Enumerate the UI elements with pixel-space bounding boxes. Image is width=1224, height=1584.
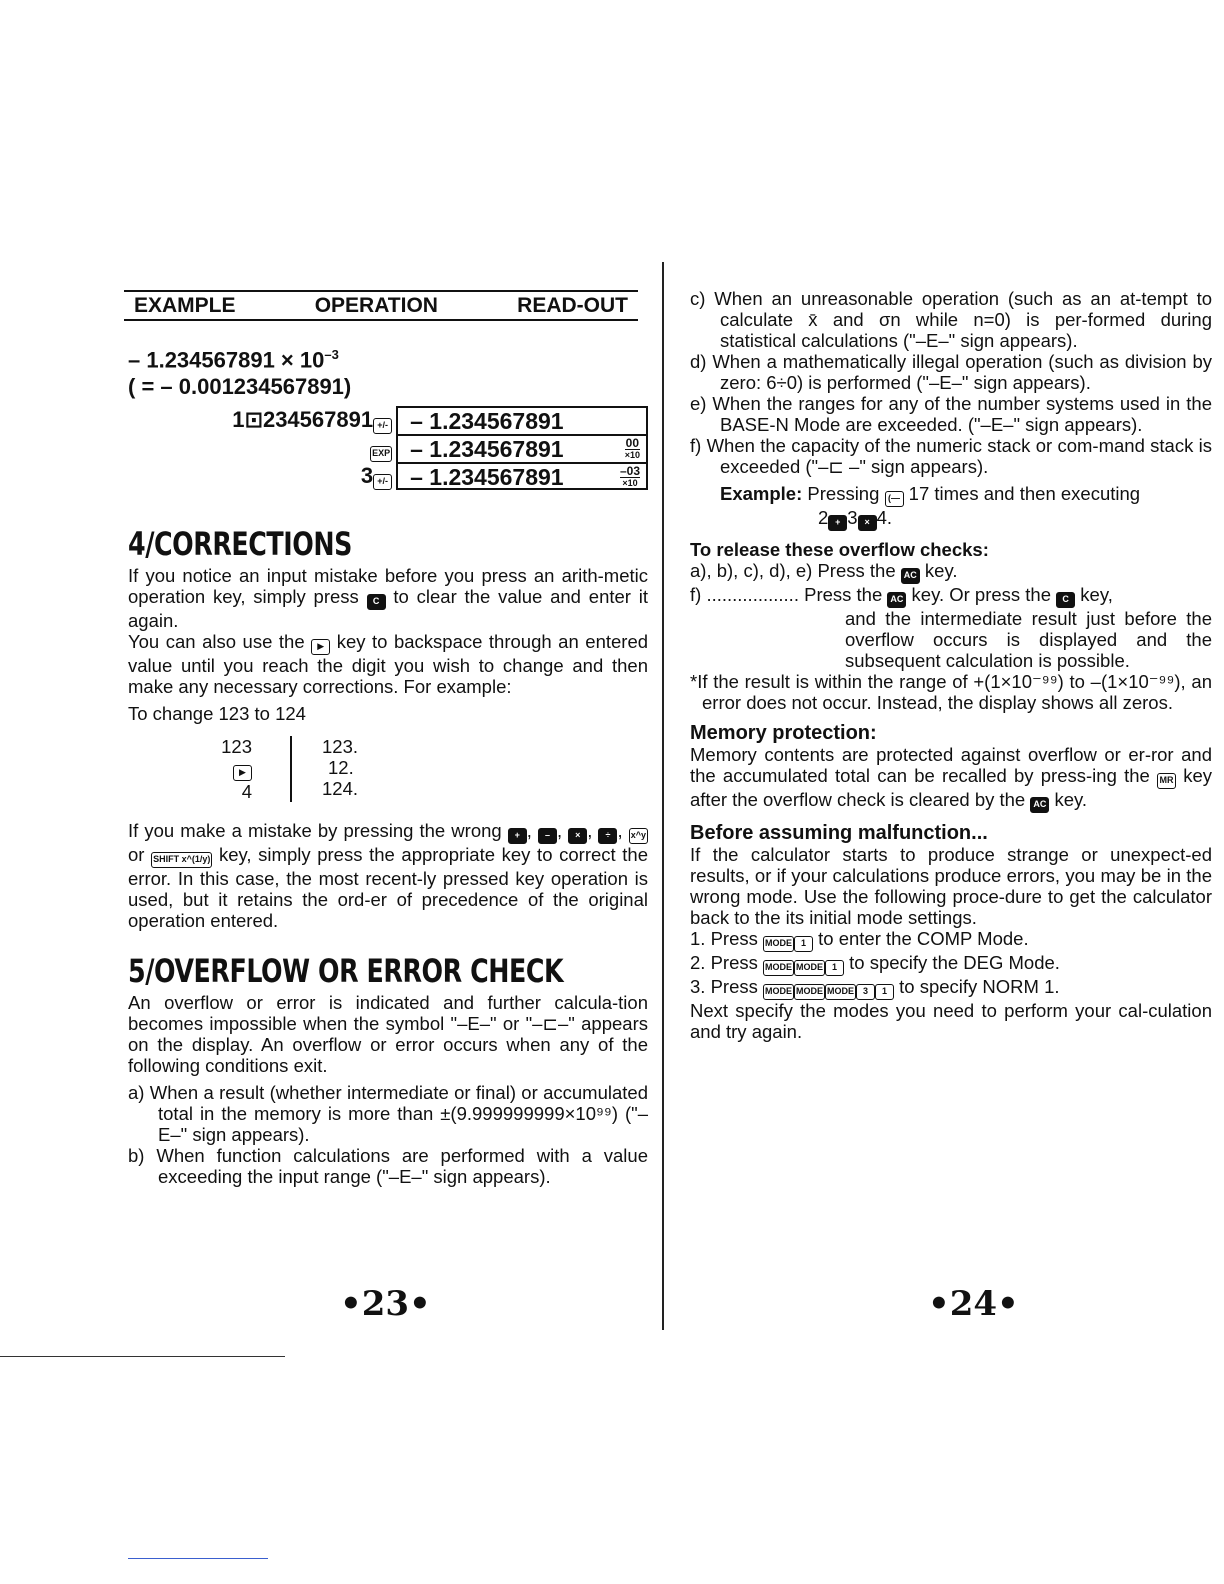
header-readout: READ-OUT [517,294,628,317]
right-page [690,288,1212,1042]
scan-edge-line [128,1558,268,1559]
shift-root-key-icon: SHIFT x^(1/y) [151,852,212,868]
overflow-condition-a: a) When a result (whether intermediate or final) or accumulated total in the memory is more than ±(9.999999999×10⁹⁹) ("–E–" sign appears). [128,1082,648,1146]
mode-key-icon: MODE [763,984,794,1000]
range-note: *If the result is within the range of +(1×10⁻⁹⁹) to –(1×10⁻⁹⁹), an error does not occur. Instead, the display shows all zeros. [690,671,1212,713]
page-number-left: •23• [340,1284,431,1324]
overflow-condition-e: e) When the ranges for any of the number systems used in the BASE-N Mode are exceeded. ("–E–" sign appears). [690,393,1212,435]
correction-example [200,736,648,802]
mode-key-icon: MODE [794,960,825,976]
digit-key-icon: 3 [856,984,875,1000]
power-key-icon: x^y [629,828,648,844]
example-rows [178,406,648,490]
release-f: f) .................. Press the AC key. Or press the C key, [690,584,1212,608]
page-number-right: •24• [928,1284,1019,1324]
overflow-example: Example: Pressing (— 17 times and then executing 2 + 3 × 4. [690,483,1212,531]
plus-key-icon: + [508,828,527,844]
operation-cell [178,434,396,462]
overflow-intro: An overflow or error is indicated and further calcula-tion becomes impossible when the symbol "–E–" or "–⊏–" appears on the display. An overflow or error occurs when any of the following conditions exit. [128,992,648,1077]
example-row [178,434,648,462]
readout-cell: – 1.234567891 –03 ×10 [396,462,648,490]
malfunction-step-1: 1. Press MODE 1 to enter the COMP Mode. [690,928,1212,952]
exp-key-icon: EXP [370,446,392,462]
release-heading: To release these overflow checks: [690,539,989,560]
backspace-key-icon: ▶ [233,765,252,781]
release-f-detail: and the intermediate result just before the overflow occurs is displayed and the subsequent calculation is possible. [845,608,1212,671]
plus-key-icon: + [828,515,847,531]
overflow-condition-d: d) When a mathematically illegal operation (such as division by zero: 6÷0) is performed ("–E–" sign appears). [690,351,1212,393]
corrections-heading: 4/CORRECTIONS [128,525,352,564]
memory-recall-key-icon: MR [1157,773,1176,789]
readout-cell: – 1.234567891 00 ×10 [396,434,648,462]
corrections-para-2: You can also use the ▶ key to backspace through an entered value until you reach the digit you wish to change and then make any necessary corrections. For example: [128,631,649,698]
mode-key-icon: MODE [825,984,856,1000]
page-divider [662,262,664,1330]
corrections-para-1: If you notice an input mistake before you press an arith-metic operation key, simply press C to clear the value and enter it again. [128,565,648,632]
malfunction-step-2: 2. Press MODE MODE 1 to specify the DEG Mode. [690,952,1212,976]
overflow-condition-b: b) When function calculations are performed with a value exceeding the input range ("–E–" sign appears). [128,1145,648,1188]
exponent-indicator: 00 ×10 [624,436,640,461]
exponent-indicator: –03 ×10 [619,464,640,489]
mode-key-icon: MODE [794,984,825,1000]
digit-key-icon: 1 [794,936,813,952]
plus-minus-key-icon: +/- [373,474,392,490]
corrections-para-3: To change 123 to 124 [128,703,306,725]
all-clear-key-icon: AC [1030,797,1049,813]
overflow-condition-c: c) When an unreasonable operation (such as an at-tempt to calculate x̄ and σn while n=0) is per-formed during statistical calculations ("–E–" sign appears). [690,288,1212,351]
malfunction-intro: If the calculator starts to produce strange or unexpect-ed results, or if your calculations produce errors, you may be in the wrong mode. Use the following proce-dure to get the calculator back to the its initial mode settings. [690,844,1212,928]
release-a-to-e: a), b), c), d), e) Press the AC key. [690,560,1212,584]
example-table-header [124,290,638,321]
scan-edge-line [0,1356,285,1357]
left-page [128,290,648,1187]
minus-key-icon: – [538,828,557,844]
corrections-para-4: If you make a mistake by pressing the wrong + , – , × , ÷ , x^y or SHIFT x^(1/y) key, simply press the appropriate key to correct the error. In this case, the most recent-ly pressed key operation is used, but it retains the ord-er of precedence of the original operation entered. [128,820,649,932]
mode-key-icon: MODE [763,960,794,976]
overflow-condition-f: f) When the capacity of the numeric stack or com-mand stack is exceeded ("–⊏ –" sign appears). [690,435,1212,477]
operation-cell: 1⊡234567891 +/- [178,406,396,434]
header-operation: OPERATION [314,294,438,317]
open-paren-key-icon: (— [885,491,904,507]
example-value: – $1.234567891 \times 10^{-3}$ ( = – 0.001234567891) [128,347,352,400]
overflow-heading: 5/OVERFLOW OR ERROR CHECK [128,952,564,991]
correction-display-col: 123. 12. 124. [322,736,359,800]
divide-key-icon: ÷ [598,828,617,844]
malfunction-step-3: 3. Press MODE MODE MODE 3 1 to specify NORM 1. [690,976,1212,1000]
malfunction-outro: Next specify the modes you need to perform your cal-culation and try again. [690,1000,1212,1042]
digit-key-icon: 1 [825,960,844,976]
readout-cell: – 1.234567891 [396,406,648,434]
example-row [178,406,648,434]
all-clear-key-icon: AC [901,568,920,584]
multiply-key-icon: × [858,515,877,531]
memory-text: Memory contents are protected against overflow or er-ror and the accumulated total can be recalled by press-ing the MR key after the overflow check is cleared by the AC key. [690,744,1212,813]
memory-heading: Memory protection: [690,722,877,744]
mode-key-icon: MODE [763,936,794,952]
header-example: EXAMPLE [134,294,236,317]
backspace-key-icon: ▶ [311,639,330,655]
malfunction-heading: Before assuming malfunction... [690,822,988,844]
clear-key-icon: C [367,594,386,610]
correction-input-col: 123 ▶ 4 [221,736,252,803]
plus-minus-key-icon: +/- [373,418,392,434]
multiply-key-icon: × [568,828,587,844]
clear-key-icon: C [1056,592,1075,608]
example-row [178,462,648,490]
digit-key-icon: 1 [875,984,894,1000]
operation-cell: 3 +/- [178,462,396,490]
all-clear-key-icon: AC [887,592,906,608]
